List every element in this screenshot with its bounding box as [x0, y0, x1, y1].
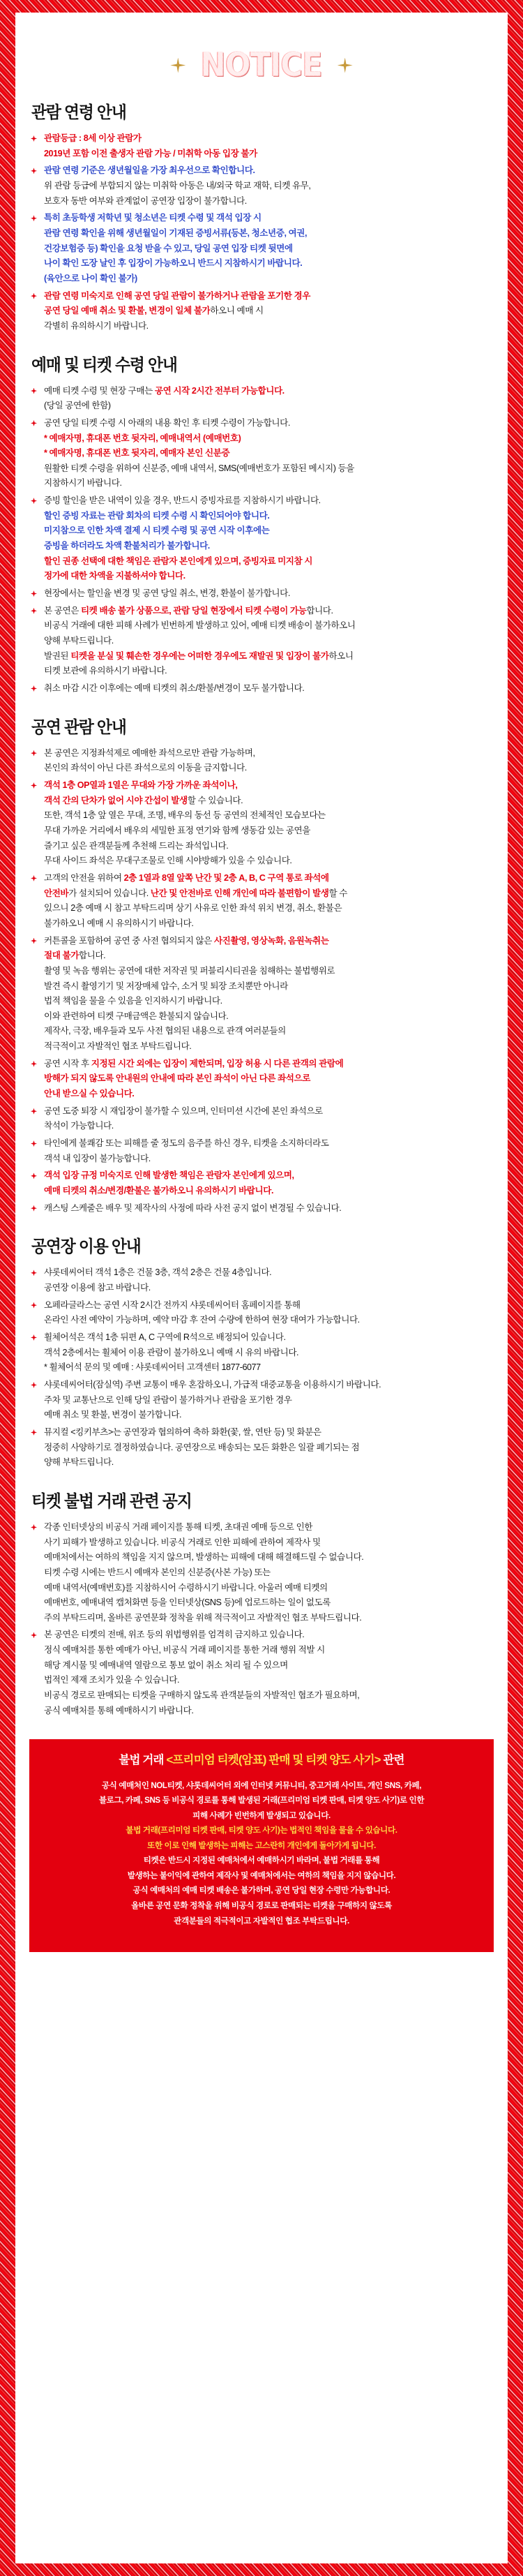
- bullet-item: [29, 1201, 494, 1216]
- bullet-line: 양해 부탁드립니다.: [44, 636, 114, 646]
- alert-body: [42, 1778, 481, 1929]
- alert-title-post: 관련: [380, 1754, 404, 1767]
- bullet-item: [29, 934, 494, 1055]
- diamond-bullet-icon: [31, 608, 37, 614]
- bullet-line: 무대 가까운 거리에서 배우의 세밀한 표정 연기와 함께 생동감 있는 공연을: [44, 825, 310, 835]
- bullet-line: 관람 연령 미숙지로 인해 공연 당일 관람이 불가하거나 관람을 포기한 경우: [44, 290, 310, 301]
- bullet-line: * 예매자명, 휴대폰 번호 뒷자리, 예매내역서 (예매번호): [44, 433, 241, 443]
- bullet-item: [29, 1265, 494, 1295]
- bullet-line: 각종 인터넷상의 비공식 거래 페이지를 통해 티켓, 초대권 예매 등으로 인한: [44, 1521, 313, 1532]
- diamond-bullet-icon: [31, 750, 37, 757]
- notice-header: [15, 13, 508, 103]
- bullet-line: 온라인 사전 예약이 가능하며, 예약 마감 후 잔여 수량에 한하여 현장 대여가 가능합니다.: [44, 1315, 360, 1325]
- bullet-line: 적극적이고 자발적인 협조 부탁드립니다.: [44, 1041, 192, 1052]
- bullet-line: 예매 티켓 수령 및 현장 구매는 공연 시작 2시간 전부터 가능합니다.: [44, 385, 285, 396]
- bullet-line: 보호자 동반 여부와 관계없이 공연장 입장이 불가합니다.: [44, 195, 247, 206]
- bullet-item: [29, 746, 494, 776]
- bullet-line: 예매 취소 및 환불, 변경이 불가합니다.: [44, 1410, 182, 1420]
- bullet-line: 주차 및 교통난으로 인해 당일 관람이 불가하거나 관람을 포기한 경우: [44, 1394, 292, 1405]
- diamond-bullet-icon: [31, 1061, 37, 1067]
- bullet-item: [29, 1520, 494, 1626]
- bullet-list: [29, 1265, 494, 1471]
- bullet-line: 미지참으로 인한 차액 결제 시 티켓 수령 및 공연 시작 이후에는: [44, 526, 270, 536]
- notice-section: [29, 103, 494, 334]
- bullet-line: 지참하시기 바랍니다.: [44, 478, 122, 489]
- bullet-line: 객석 입장 규정 미숙지로 인해 발생한 책임은 관람자 본인에게 있으며,: [44, 1170, 294, 1181]
- bullet-line: 샤롯데씨어터 객석 1층은 건물 3층, 객석 2층은 건물 4층입니다.: [44, 1267, 272, 1278]
- diamond-bullet-icon: [31, 1205, 37, 1212]
- diamond-bullet-icon: [31, 1382, 37, 1388]
- bottom-spacer: [15, 1980, 508, 1995]
- notice-section: [29, 717, 494, 1216]
- section-heading: 티켓 불법 거래 관련 공지: [31, 1491, 192, 1511]
- diamond-bullet-icon: [31, 293, 37, 299]
- diamond-bullet-icon: [31, 938, 37, 944]
- bullet-item: [29, 586, 494, 602]
- bullet-line: 주의 부탁드리며, 올바른 공연문화 정착을 위해 적극적이고 자발적인 협조 부탁드립니다.: [44, 1612, 362, 1623]
- bullet-line: 특히 초등학생 저학년 및 청소년은 티켓 수령 및 객석 입장 시: [44, 213, 262, 223]
- bullet-item: [29, 1298, 494, 1328]
- alert-line: 발생하는 불이익에 관하여 제작사 및 예매처에서는 여하의 책임을 지지 않습니다.: [127, 1870, 396, 1880]
- diamond-bullet-icon: [31, 782, 37, 789]
- diamond-bullet-icon: [31, 420, 37, 426]
- bullet-line: 방해가 되지 않도록 안내원의 안내에 따라 본인 좌석이 아닌 다른 좌석으로: [44, 1073, 310, 1084]
- bullet-item: [29, 1168, 494, 1198]
- bullet-list: [29, 131, 494, 334]
- star-icon-right: [338, 58, 353, 73]
- bullet-line: 예매처에서는 여하의 책임을 지지 않으며, 발생하는 피해에 대해 해결해드릴 수 없습니다.: [44, 1552, 364, 1563]
- page-title: NOTICE: [200, 46, 323, 84]
- alert-line: 피해 사례가 빈번하게 발생되고 있습니다.: [192, 1810, 331, 1820]
- diamond-bullet-icon: [31, 1172, 37, 1179]
- bullet-line: 할인 증빙 자료는 관람 회차의 티켓 수령 시 확인되어야 합니다.: [44, 510, 270, 521]
- alert-title-pre: 불법 거래: [119, 1754, 167, 1767]
- bullet-line: 객석 2층에서는 휠체어 이용 관람이 불가하오니 예매 시 유의 바랍니다.: [44, 1347, 299, 1357]
- bullet-line: 증빙을 하더라도 차액 환불처리가 불가합니다.: [44, 541, 210, 551]
- bullet-line: 커튼콜을 포함하여 공연 중 사전 협의되지 않은 사진촬영, 영상녹화, 음원녹취는: [44, 935, 329, 946]
- diamond-bullet-icon: [31, 1140, 37, 1147]
- bullet-item: [29, 211, 494, 286]
- bullet-line: 불가하오니 예매 시 유의하시기 바랍니다.: [44, 918, 194, 928]
- bullet-item: [29, 1425, 494, 1471]
- bullet-line: 객석 내 입장이 불가능합니다.: [44, 1153, 151, 1163]
- bullet-line: 촬영 및 녹음 행위는 공연에 대한 저작권 및 퍼블리시티권을 침해하는 불법행위로: [44, 965, 335, 976]
- bullet-item: [29, 871, 494, 932]
- bullet-item: [29, 681, 494, 697]
- bullet-line: 정식 예매처를 통한 예매가 아닌, 비공식 거래 페이지를 통한 거래 행위 적발 시: [44, 1645, 325, 1655]
- bullet-line: 건강보험증 등) 확인을 요청 받을 수 있고, 당일 공연 입장 티켓 뒷면에: [44, 243, 293, 253]
- bullet-line: 비공식 거래에 대한 피해 사례가 빈번하게 발생하고 있어, 예매 티켓 배송이 불가하오니: [44, 620, 356, 631]
- alert-line: 티켓은 반드시 지정된 예매처에서 예매하시기 바라며, 불법 거래를 통해: [143, 1856, 380, 1866]
- diamond-bullet-icon: [31, 1632, 37, 1638]
- bullet-line: 예매 내역서(예매번호)를 지참하시어 수령하시기 바랍니다. 아울러 예매 티켓의: [44, 1582, 328, 1593]
- diamond-bullet-icon: [31, 685, 37, 692]
- bullet-line: 제작사, 극장, 배우들과 모두 사전 협의된 내용으로 관객 여러분들의: [44, 1026, 286, 1036]
- alert-line: 불법 거래(프리미엄 티켓 판매, 티켓 양도 사기)는 법적인 책임을 물을 수 있습니다.: [126, 1826, 397, 1836]
- illegal-trade-alert-box: [29, 1739, 494, 1952]
- bullet-item: [29, 1057, 494, 1102]
- bullet-line: 티켓 보관에 유의하시기 바랍니다.: [44, 666, 167, 676]
- bullet-item: [29, 384, 494, 414]
- diamond-bullet-icon: [31, 1270, 37, 1276]
- section-heading: 관람 연령 안내: [31, 103, 126, 122]
- bullet-line: 공연 시작 후 지정된 시간 외에는 입장이 제한되며, 입장 허용 시 다른 관객의 관람에: [44, 1058, 344, 1069]
- diamond-bullet-icon: [31, 1334, 37, 1341]
- bullet-line: 안내 받으실 수 있습니다.: [44, 1089, 135, 1099]
- bullet-line: 예매 티켓의 취소/변경/환불은 불가하오니 유의하시기 바랍니다.: [44, 1186, 273, 1196]
- bullet-item: [29, 131, 494, 161]
- bullet-list: [29, 384, 494, 697]
- bullet-line: 양해 부탁드립니다.: [44, 1457, 114, 1468]
- section-heading: 공연 관람 안내: [31, 717, 126, 737]
- diamond-bullet-icon: [31, 498, 37, 504]
- alert-line: 관객분들의 적극적이고 자발적인 협조 부탁드립니다.: [174, 1916, 349, 1926]
- section-heading: 공연장 이용 안내: [31, 1237, 141, 1257]
- bullet-line: 뮤지컬 <킹키부츠>는 공연장과 협의하여 축하 화환(꽃, 쌀, 연탄 등) 및 화분은: [44, 1427, 321, 1437]
- diamond-bullet-icon: [31, 1429, 37, 1436]
- bullet-line: 샤롯데씨어터(잠실역) 주변 교통이 매우 혼잡하오니, 가급적 대중교통을 이용하시기 바랍니다.: [44, 1379, 381, 1390]
- bullet-line: 즐기고 싶은 관객분들께 추천해 드리는 좌석입니다.: [44, 840, 229, 851]
- bullet-item: [29, 1628, 494, 1718]
- alert-line: 공식 예매처인 NOL티켓, 샤롯데씨어터 외에 인터넷 커뮤니티, 중고거래 사이트, 개인 SNS, 카페,: [101, 1780, 422, 1790]
- bullet-line: 본 공연은 지정좌석제로 예매한 좌석으로만 관람 가능하며,: [44, 747, 255, 758]
- diamond-bullet-icon: [31, 1302, 37, 1309]
- alert-line: 블로그, 카페, SNS 등 비공식 경로를 통해 발생된 거래(프리미엄 티켓 판매, 티켓 양도 사기)로 인한: [98, 1796, 425, 1806]
- bullet-line: 관람 연령 확인을 위해 생년월일이 기재된 증빙서류(등본, 청소년증, 여권,: [44, 228, 308, 238]
- bullet-line: 관람등급 : 8세 이상 관람가: [44, 133, 142, 143]
- bullet-line: 발권된 티켓을 분실 및 훼손한 경우에는 어떠한 경우에도 재발권 및 입장이 불가하오니: [44, 650, 354, 661]
- bullet-line: 캐스팅 스케줄은 배우 및 제작사의 사정에 따라 사전 공지 없이 변경될 수 있습니다.: [44, 1203, 342, 1213]
- bullet-line: 공식 예매처를 통해 예매하시기 바랍니다.: [44, 1705, 194, 1715]
- bullet-list: [29, 1520, 494, 1719]
- bullet-line: 이와 관련하여 티켓 구매금액은 환불되지 않습니다.: [44, 1011, 229, 1021]
- notice-section: [29, 355, 494, 697]
- bullet-line: * 휠체어석 문의 및 예매 : 샤롯데씨어터 고객센터 1877-6077: [44, 1362, 261, 1373]
- notice-page-inner: [15, 13, 508, 2563]
- star-icon-left: [170, 58, 185, 73]
- bullet-line: 본 공연은 티켓 배송 불가 상품으로, 관람 당일 현장에서 티켓 수령이 가능합니다.: [44, 605, 333, 616]
- diamond-bullet-icon: [31, 167, 37, 174]
- bullet-item: [29, 163, 494, 209]
- bullet-line: 본 공연은 티켓의 전매, 위조 등의 위법행위를 엄격히 금지하고 있습니다.: [44, 1630, 305, 1640]
- bullet-line: 취소 마감 시간 이후에는 예매 티켓의 취소/환불/변경이 모두 불가합니다.: [44, 683, 305, 693]
- bullet-line: (당일 공연에 한함): [44, 401, 111, 411]
- bullet-line: 정가에 대한 차액을 지불하셔야 합니다.: [44, 571, 185, 581]
- bullet-item: [29, 778, 494, 869]
- bullet-line: 공연 당일 예매 취소 및 환불, 변경이 일체 불가하오니 예매 시: [44, 306, 264, 316]
- bullet-line: 무대 사이드 좌석은 무대구조물로 인해 시야방해가 있을 수 있습니다.: [44, 856, 292, 866]
- bullet-line: 절대 불가합니다.: [44, 951, 106, 961]
- bullet-line: 발견 즉시 촬영기기 및 저장매체 압수, 소거 및 퇴장 조치뿐만 아니라: [44, 981, 288, 991]
- diamond-bullet-icon: [31, 875, 37, 881]
- bullet-line: 휠체어석은 객석 1층 뒤편 A, C 구역에 R석으로 배정되어 있습니다.: [44, 1332, 286, 1342]
- bullet-line: 비공식 경로로 판매되는 티켓을 구매하지 않도록 관객분들의 자발적인 협조가 필요하며,: [44, 1690, 360, 1701]
- diamond-bullet-icon: [31, 215, 37, 221]
- alert-line: 올바른 공연 문화 정착을 위해 비공식 경로로 판매되는 티켓을 구매하지 않도록: [131, 1901, 392, 1910]
- bullet-line: 타인에게 불쾌감 또는 피해를 줄 정도의 음주를 하신 경우, 티켓을 소지하더라도: [44, 1138, 329, 1149]
- notice-sections: [15, 103, 508, 1718]
- bullet-item: [29, 1104, 494, 1134]
- notice-title-row: [15, 46, 508, 84]
- diamond-bullet-icon: [31, 1524, 37, 1531]
- bullet-item: [29, 1136, 494, 1166]
- bullet-item: [29, 493, 494, 584]
- bullet-line: 또한, 객석 1층 앞 열은 무대, 조명, 배우의 동선 등 공연의 전체적인 모습보다는: [44, 810, 326, 821]
- bullet-item: [29, 604, 494, 679]
- bullet-item: [29, 416, 494, 491]
- bullet-line: 객석 1층 OP열과 1열은 무대와 가장 가까운 좌석이나,: [44, 780, 238, 790]
- bullet-line: 사기 피해가 발생하고 있습니다. 비공식 거래로 인한 피해에 관하여 제작사 및: [44, 1537, 321, 1547]
- bullet-line: 있으니 2층 예매 시 참고 부탁드리며 상기 사유로 인한 좌석 위치 변경, 취소, 환불은: [44, 903, 342, 914]
- bullet-line: 고객의 안전을 위하여 2층 1열과 8열 앞쪽 난간 및 2층 A, B, C 구역 통로 좌석에: [44, 872, 329, 883]
- alert-line: 공식 예매처의 예매 티켓 배송은 불가하며, 공연 당일 현장 수령만 가능합니다.: [132, 1886, 391, 1896]
- notice-section: [29, 1237, 494, 1471]
- diamond-bullet-icon: [31, 135, 37, 142]
- bullet-line: 티켓 수령 시에는 반드시 예매자 본인의 신분증(사본 가능) 또는: [44, 1567, 271, 1577]
- bullet-line: 법적 책임을 물을 수 있음을 인지하시기 바랍니다.: [44, 996, 222, 1006]
- bullet-line: 현장에서는 할인율 변경 및 공연 당일 취소, 변경, 환불이 불가합니다.: [44, 588, 290, 599]
- diamond-bullet-icon: [31, 388, 37, 394]
- bullet-line: 공연장 이용에 참고 바랍니다.: [44, 1283, 151, 1293]
- bullet-list: [29, 746, 494, 1216]
- bullet-line: 원활한 티켓 수령을 위하여 신분증, 예매 내역서, SMS(예매번호가 포함된 메시지) 등을: [44, 463, 354, 473]
- bullet-line: * 예매자명, 휴대폰 번호 뒷자리, 예매자 본인 신분증: [44, 448, 230, 459]
- bullet-line: 오페라글라스는 공연 시작 2시간 전까지 샤롯데씨어터 홈페이지를 통해: [44, 1300, 301, 1310]
- bullet-line: 안전바가 설치되어 있습니다. 난간 및 안전바로 인해 개인에 따라 불편함이 발생할 수: [44, 888, 347, 898]
- bullet-line: 각별히 유의하시기 바랍니다.: [44, 320, 149, 331]
- bullet-item: [29, 1330, 494, 1376]
- bullet-line: 예매번호, 예매내역 캡처화면 등을 인터넷상(SNS 등)에 업로드하는 일이 없도록: [44, 1598, 331, 1608]
- bullet-line: 객석 간의 단차가 없어 시야 간섭이 발생할 수 있습니다.: [44, 795, 243, 805]
- bullet-item: [29, 289, 494, 334]
- bullet-line: (육안으로 나이 확인 불가): [44, 273, 137, 283]
- diamond-bullet-icon: [31, 1108, 37, 1115]
- notice-section: [29, 1491, 494, 1719]
- bullet-line: 2019년 포함 이전 출생자 관람 가능 / 미취학 아동 입장 불가: [44, 148, 257, 158]
- bullet-line: 공연 도중 퇴장 시 재입장이 불가할 수 있으며, 인터미션 시간에 본인 좌석으로: [44, 1105, 323, 1116]
- bullet-line: 증빙 할인을 받은 내역이 있을 경우, 반드시 증빙자료를 지참하시기 바랍니다.: [44, 496, 321, 506]
- alert-title-highlight: <프리미엄 티켓(암표) 판매 및 티켓 양도 사기>: [166, 1754, 381, 1767]
- bullet-line: 해당 계시물 및 예매내역 열람으로 통보 없이 취소 처리 될 수 있으며: [44, 1660, 288, 1670]
- bullet-line: 위 관람 등급에 부합되지 않는 미취학 아동은 내/외국 학교 재학, 티켓 유무,: [44, 180, 311, 191]
- bullet-item: [29, 1378, 494, 1423]
- bullet-line: 본인의 좌석이 아닌 다른 좌석으로의 이동을 금지합니다.: [44, 763, 247, 773]
- bullet-line: 나이 확인 도장 날인 후 입장이 가능하오니 반드시 지참하시기 바랍니다.: [44, 258, 303, 269]
- bullet-line: 할인 권종 선택에 대한 책임은 관람자 본인에게 있으며, 증빙자료 미지참 시: [44, 556, 313, 566]
- bullet-line: 공연 당일 티켓 수령 시 아래의 내용 확인 후 티켓 수령이 가능합니다.: [44, 417, 290, 428]
- bullet-line: 법적인 제재 조치가 있을 수 있습니다.: [44, 1675, 180, 1685]
- bullet-line: 착석이 가능합니다.: [44, 1121, 114, 1131]
- diamond-bullet-icon: [31, 590, 37, 597]
- section-heading: 예매 및 티켓 수령 안내: [31, 355, 177, 375]
- alert-line: 또한 이로 인해 발생하는 피해는 고스란히 개인에게 돌아가게 됩니다.: [147, 1840, 376, 1850]
- bullet-line: 정중히 사양하기로 결정하였습니다. 공연장으로 배송되는 모든 화환은 일괄 폐기되는 점: [44, 1442, 360, 1452]
- alert-title: [42, 1752, 481, 1769]
- bullet-line: 관람 연령 기준은 생년월일을 가장 최우선으로 확인합니다.: [44, 165, 255, 176]
